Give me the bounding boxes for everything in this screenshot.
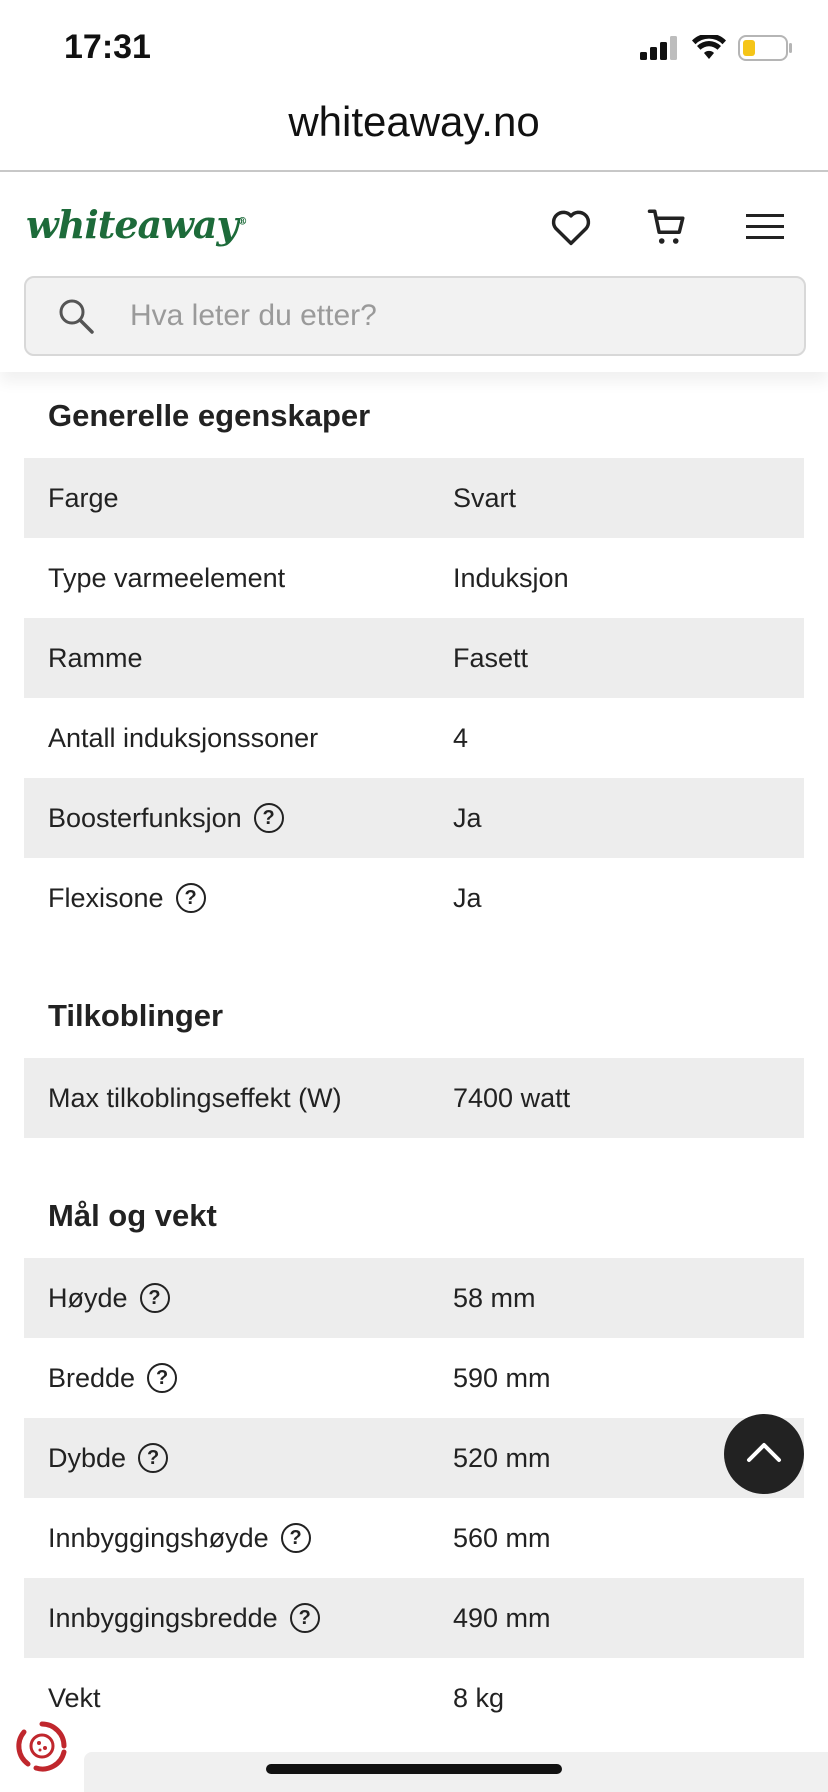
help-icon[interactable]: ?	[147, 1363, 177, 1393]
back-to-top-button[interactable]	[724, 1414, 804, 1494]
spec-row	[24, 778, 804, 858]
section-title-connections: Tilkoblinger	[48, 998, 224, 1033]
help-icon[interactable]: ?	[140, 1283, 170, 1313]
spec-value: 490 mm	[453, 1602, 551, 1633]
spec-value: 7400 watt	[453, 1082, 571, 1113]
battery-low-icon	[738, 35, 794, 66]
spec-row	[24, 698, 804, 778]
spec-value: Ja	[453, 882, 482, 913]
spec-label: Farge	[48, 482, 119, 513]
section-title-dimensions: Mål og vekt	[48, 1198, 217, 1233]
menu-icon[interactable]	[740, 202, 790, 252]
spec-row	[24, 1658, 804, 1738]
spec-value: 58 mm	[453, 1282, 536, 1313]
section-gap	[24, 1138, 804, 1172]
heart-icon[interactable]	[546, 202, 596, 252]
search-input[interactable]	[128, 298, 752, 334]
spec-row	[24, 538, 804, 618]
spec-row	[24, 1058, 804, 1138]
spec-value: 560 mm	[453, 1522, 551, 1553]
spec-label: Høyde ?	[24, 1283, 453, 1314]
spec-content	[24, 372, 804, 1738]
spec-label: Type varmeelement	[48, 562, 286, 593]
spec-label: Dybde ?	[24, 1443, 453, 1474]
spec-row	[24, 1498, 804, 1578]
spec-label: Innbyggingsbredde ?	[24, 1603, 453, 1634]
spec-row	[24, 1418, 804, 1498]
spec-label: Ramme	[48, 642, 143, 673]
cart-icon[interactable]	[642, 202, 692, 252]
spec-table-dimensions	[24, 1258, 804, 1738]
chevron-up-icon	[746, 1441, 782, 1468]
spec-row	[24, 1338, 804, 1418]
search-box[interactable]	[24, 276, 806, 356]
spec-label: Bredde ?	[24, 1363, 453, 1394]
spec-row	[24, 618, 804, 698]
spec-value: 8 kg	[453, 1682, 505, 1713]
spec-row	[24, 858, 804, 938]
spec-label: Vekt	[48, 1682, 101, 1713]
spec-table-connections	[24, 1058, 804, 1138]
spec-label: Boosterfunksjon ?	[24, 803, 453, 834]
spec-value: Ja	[453, 802, 482, 833]
status-time: 17:31	[64, 28, 151, 66]
section-gap	[24, 938, 804, 972]
spec-label: Max tilkoblingseffekt (W)	[48, 1082, 342, 1113]
help-icon[interactable]: ?	[176, 883, 206, 913]
spec-row	[24, 1258, 804, 1338]
home-indicator	[266, 1764, 562, 1774]
browser-url-bar[interactable]	[0, 90, 828, 172]
section-title-general: Generelle egenskaper	[48, 398, 371, 433]
spec-value: 520 mm	[453, 1442, 551, 1473]
status-icons	[640, 34, 794, 66]
spec-value: Fasett	[453, 642, 529, 673]
site-header	[0, 172, 828, 372]
status-bar	[0, 0, 828, 90]
spec-value: 4	[453, 722, 469, 753]
spec-row	[24, 1578, 804, 1658]
url-text[interactable]: whiteaway.no	[288, 98, 540, 145]
whiteaway-logo[interactable]	[26, 202, 247, 247]
spec-value: Induksjon	[453, 562, 569, 593]
help-icon[interactable]: ?	[281, 1523, 311, 1553]
spec-value: Svart	[453, 482, 517, 513]
spec-value: 590 mm	[453, 1362, 551, 1393]
cookie-settings-icon[interactable]	[14, 1718, 70, 1774]
cellular-signal-icon	[640, 36, 680, 65]
spec-label: Innbyggingshøyde ?	[24, 1523, 453, 1554]
spec-table-general	[24, 458, 804, 938]
help-icon[interactable]: ?	[254, 803, 284, 833]
logo-mark: ®	[237, 216, 247, 228]
wifi-icon	[692, 35, 726, 66]
spec-label: Flexisone ?	[24, 883, 453, 914]
help-icon[interactable]: ?	[290, 1603, 320, 1633]
help-icon[interactable]: ?	[138, 1443, 168, 1473]
logo-text: whiteaway	[26, 202, 238, 247]
search-icon	[56, 296, 96, 336]
spec-label: Antall induksjonssoner	[48, 722, 319, 753]
spec-row	[24, 458, 804, 538]
